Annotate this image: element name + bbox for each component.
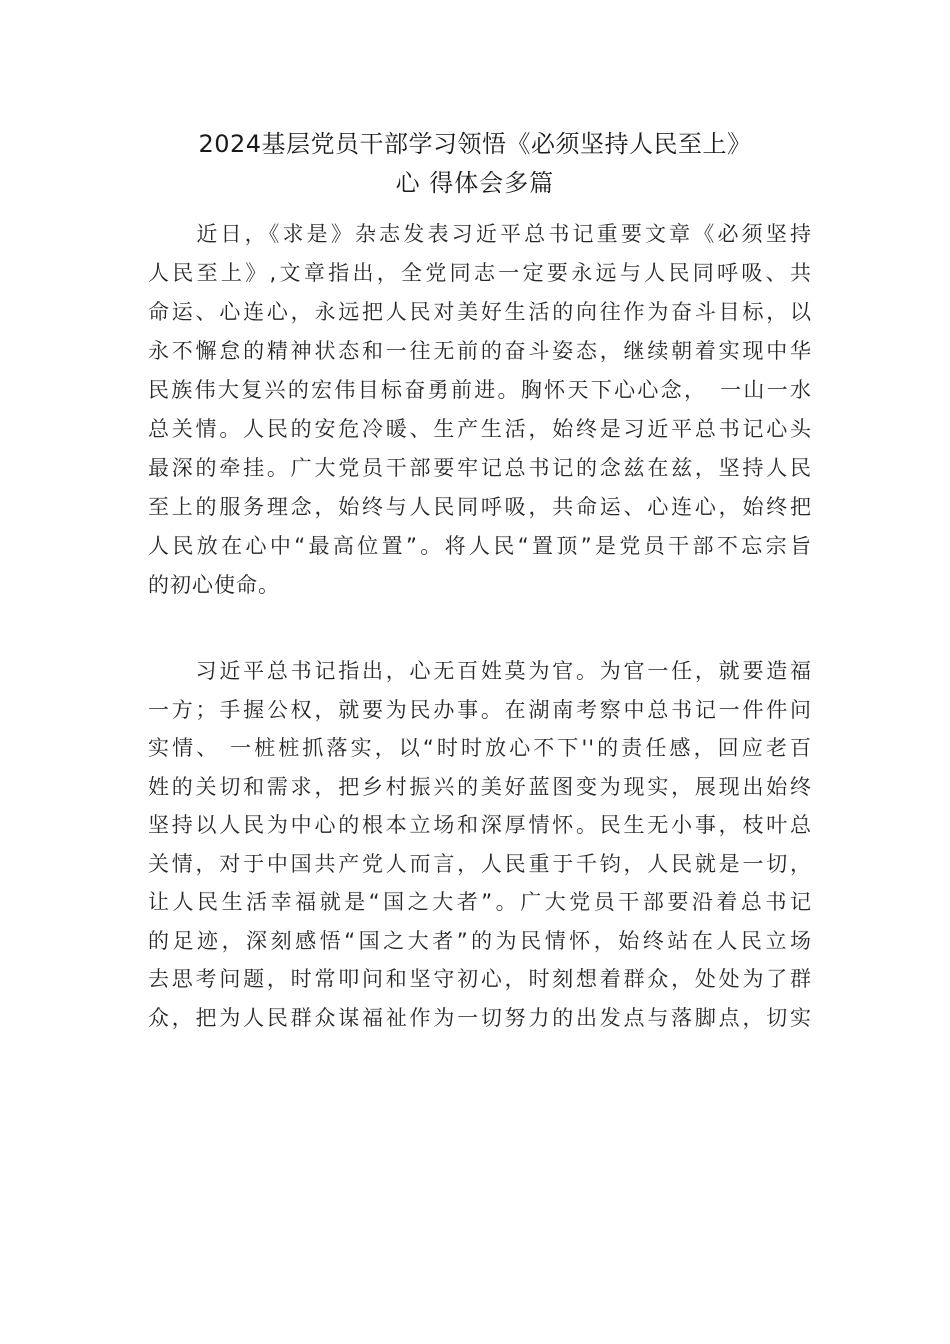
text-line: 的初心使命。 xyxy=(148,573,280,597)
text-line: 实情、 一桩桩抓落实，以“时时放心不下''的责任感，回应老百 xyxy=(148,736,812,760)
text-line: 让人民生活幸福就是“国之大者”。广大党员干部要沿着总书记 xyxy=(148,890,812,914)
text-line: 人民至上》,文章指出，全党同志一定要永远与人民同呼吸、共 xyxy=(148,261,812,285)
text-line: 坚持以人民为中心的根本立场和深厚情怀。民生无小事，枝叶总 xyxy=(148,813,812,837)
text-line: 至上的服务理念，始终与人民同呼吸，共命运、心连心，始终把 xyxy=(148,495,812,519)
document-title-line-1: 2024基层党员干部学习领悟《必须坚持人民至上》 xyxy=(198,130,752,158)
text-line: 近日，《求是》杂志发表习近平总书记重要文章《必须坚持 xyxy=(148,222,812,246)
text-line: 总关情。人民的安危冷暖、生产生活，始终是习近平总书记心头 xyxy=(148,417,812,441)
text-line: 命运、心连心，永远把人民对美好生活的向往作为奋斗目标，以 xyxy=(148,300,812,324)
text-line: 众，把为人民群众谋福祉作为一切努力的出发点与落脚点，切实 xyxy=(148,1005,812,1030)
text-line: 永不懈怠的精神状态和一往无前的奋斗姿态，继续朝着实现中华 xyxy=(148,339,812,363)
text-line: 民族伟大复兴的宏伟目标奋勇前进。胸怀天下心心念， 一山一水 xyxy=(148,378,812,402)
text-line: 的足迹，深刻感悟“国之大者”的为民情怀，始终站在人民立场 xyxy=(148,928,812,953)
text-line: 关情，对于中国共产党人而言，人民重于千钧，人民就是一切， xyxy=(148,851,812,876)
text-line: 一方；手握公权，就要为民办事。在湖南考察中总书记一件件问 xyxy=(148,697,812,722)
paragraph-2 xyxy=(148,652,812,1037)
document-title-line-2: 心 得体会多篇 xyxy=(395,169,555,197)
text-line: 人民放在心中“最高位置”。将人民“置顶”是党员干部不忘宗旨 xyxy=(148,534,812,558)
text-line: 姓的关切和需求，把乡村振兴的美好蓝图变为现实，展现出始终 xyxy=(148,774,812,799)
text-line: 去思考问题，时常叩问和坚守初心，时刻想着群众，处处为了群 xyxy=(148,967,812,991)
text-line: 最深的牵挂。广大党员干部要牢记总书记的念兹在兹，坚持人民 xyxy=(148,456,812,480)
text-line: 习近平总书记指出，心无百姓莫为官。为官一任，就要造福 xyxy=(148,659,812,683)
paragraph-1 xyxy=(148,215,812,605)
